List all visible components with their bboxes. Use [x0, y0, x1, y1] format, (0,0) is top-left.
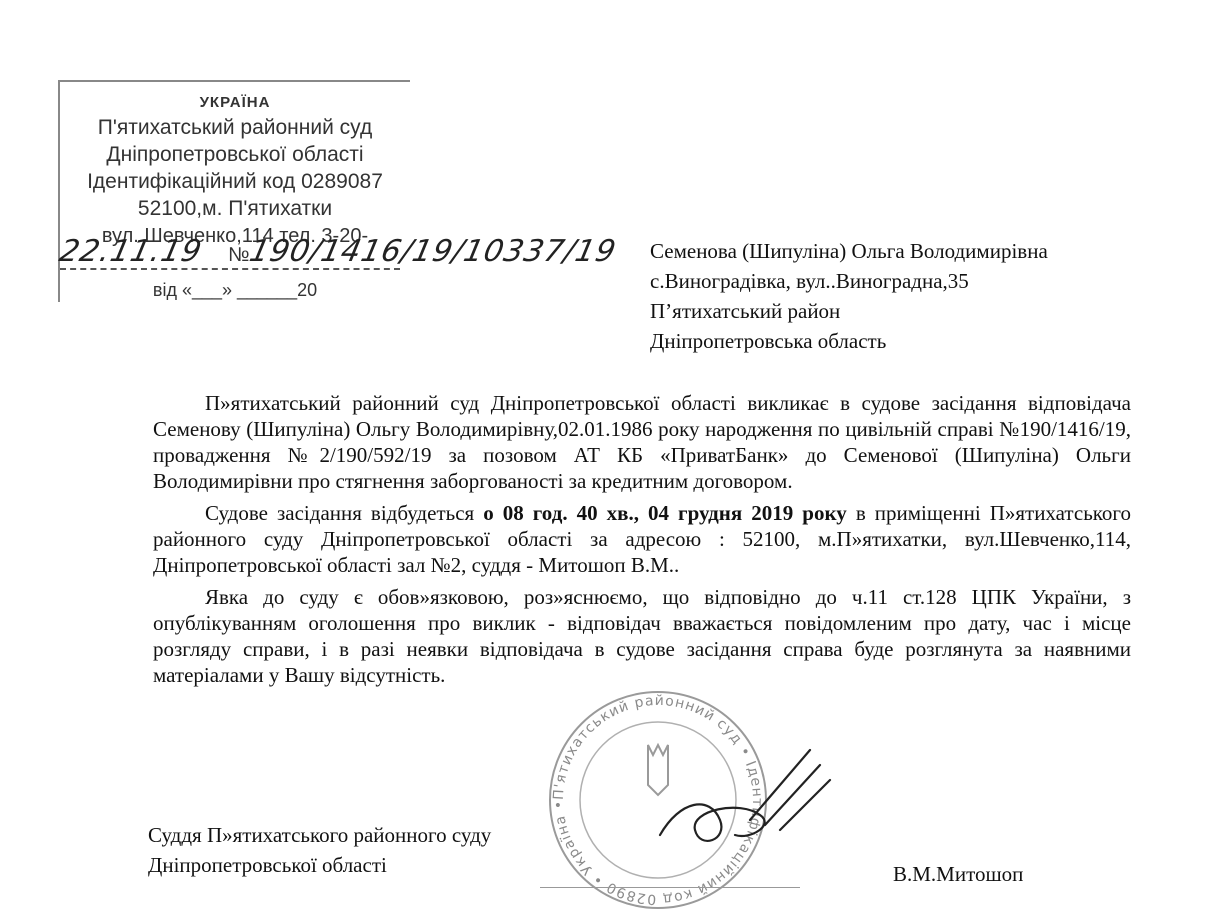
- judge-title-line1: Суддя П»ятихатського районного суду: [148, 823, 492, 847]
- stamp-dashed-line: [60, 268, 400, 270]
- recipient-district: П’ятихатський район: [650, 299, 841, 323]
- recipient-region: Дніпропетровська область: [650, 329, 887, 353]
- recipient-address: [650, 236, 1210, 356]
- recipient-name: Семенова (Шипуліна) Ольга Володимирівна: [650, 239, 1048, 263]
- signature-underline: [540, 887, 800, 888]
- hearing-intro: Судове засідання відбудеться: [205, 501, 484, 525]
- handwritten-date: 22.11.19: [56, 234, 206, 269]
- stamp-reply-line: від «___» ______20: [152, 280, 318, 300]
- summons-body: [153, 390, 1131, 694]
- hearing-datetime: о 08 год. 40 хв., 04 грудня 2019 року: [483, 501, 847, 525]
- stamp-region: Дніпропетровської області: [106, 143, 364, 166]
- paragraph-attendance: Явка до суду є обов»язковою, роз»яснюємо, що відповідно до ч.11 ст.128 ЦПК України, з опублікуванням оголошення про виклик - відповідач вважається повідомленим про дату, час і місце розгляду справи, і в разі неявки відповідача в судове засідання справа буде розглянута за наявними матеріалами у Вашу відсутність.: [153, 585, 1131, 687]
- stamp-postal-address: 52100,м. П'ятихатки: [137, 197, 333, 220]
- judge-name: В.М.Митошоп: [893, 862, 1024, 886]
- judge-title-line2: Дніпропетровської області: [148, 853, 387, 877]
- stamp-street-address: вул. Шевченко,114 тел. 3-20-: [101, 225, 369, 247]
- stamp-identification-code: Ідентифікаційний код 0289087: [87, 170, 383, 193]
- handwritten-number: 190/1416/19/10337/19: [246, 234, 620, 269]
- paragraph-hearing-time: [153, 500, 1131, 578]
- stamp-court-name: П'ятихатський районний суд: [97, 116, 373, 139]
- hearing-location: в приміщенні П»ятихатського районного суду Дніпропетровської області за адресою : 52100, м.П»ятихатки, вул.Шевченко,114, Дніпропетровської області зал №2, суддя - Митошоп В.М..: [153, 501, 1131, 577]
- seal-text: П'ятихатський районний суд • Ідентифікаційний код 02890 • Україна •: [550, 692, 766, 908]
- recipient-village: с.Виноградівка, вул..Виноградна,35: [650, 269, 969, 293]
- paragraph-summons: П»ятихатський районний суд Дніпропетровської області викликає в судове засідання відповідача Семенову (Шипуліна) Ольгу Володимирівну,02.01.1986 року народження по цивільній справі №190/1416/19, провадження №2/190/592/19 за позовом АТ КБ «ПриватБанк» до Семенової (Шипуліна) Ольги Володимирівни про стягнення заборгованості за кредитним договором.: [153, 391, 1131, 493]
- stamp-country: УКРАЇНА: [199, 94, 271, 111]
- judge-title: [148, 820, 491, 880]
- handwritten-signature-icon: [640, 740, 840, 870]
- stamp-number-label: №: [228, 244, 250, 266]
